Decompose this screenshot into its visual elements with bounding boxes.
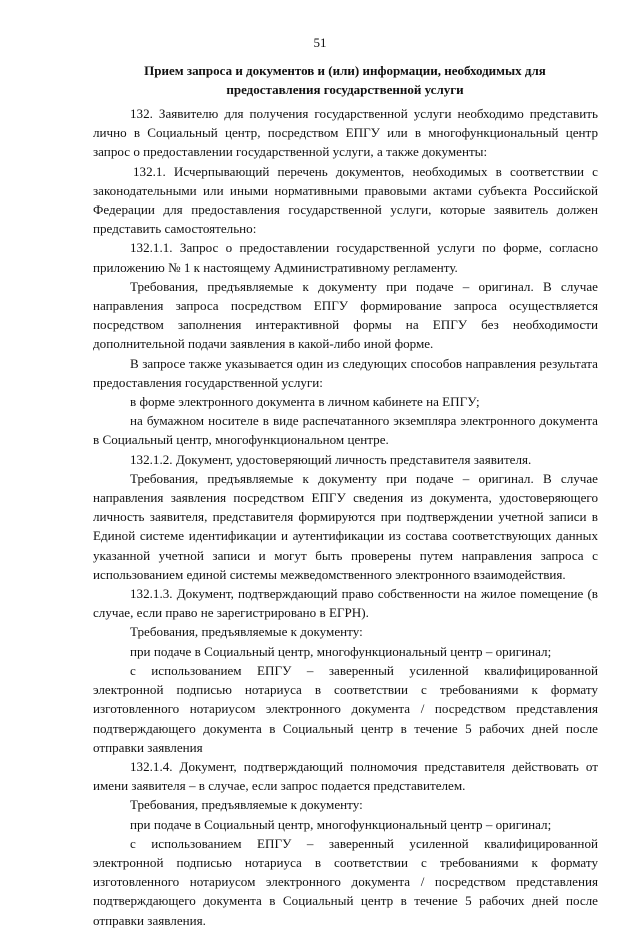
paragraph-requirements-identity: Требования, предъявляемые к документу при подаче – оригинал. В случае направления заявления посредством ЕПГУ сведения из документа, удостоверяющего личность заявителя, представителя формируются при подтверждении учетной записи в Единой системе идентификации и аутентификации из состава соответствующих данных указанной учетной записи и могут быть проверены путем направления запроса с использованием единой системы межведомственного электронного взаимодействия. bbox=[93, 470, 598, 582]
paragraph-result-methods: В запросе также указывается один из следующих способов направления результата предоставления государственной услуги: bbox=[93, 355, 598, 390]
paragraph-132: 132. Заявителю для получения государственной услуги необходимо представить лично в Социальный центр, посредством ЕПГУ или в многофункциональный центр запрос о предоставлении государственной услуги, а также документы: bbox=[93, 106, 598, 160]
paragraph-paper-form: на бумажном носителе в виде распечатанного экземпляра электронного документа в Социальный центр, многофункциональном центре. bbox=[93, 413, 598, 448]
page-number: 51 bbox=[313, 35, 327, 50]
paragraph-132-1-1: 132.1.1. Запрос о предоставлении государственной услуги по форме, согласно приложению № 1 к настоящему Административному регламенту. bbox=[93, 240, 598, 275]
paragraph-132-1-3: 132.1.3. Документ, подтверждающий право собственности на жилое помещение (в случае, если право не зарегистрировано в ЕГРН). bbox=[93, 586, 598, 621]
paragraph-electronic-form: в форме электронного документа в личном кабинете на ЕПГУ; bbox=[130, 394, 480, 410]
paragraph-132-1-2: 132.1.2. Документ, удостоверяющий личность представителя заявителя. bbox=[130, 451, 532, 467]
paragraph-epgu-1: с использованием ЕПГУ – заверенный усиленной квалифицированной электронной подписью нотариуса в соответствии с требованиями к формату изготовленного нотариусом электронного документа / посредством представления подтверждающего документа в Социальный центр в течение 5 рабочих дней после отправки заявления bbox=[93, 662, 598, 755]
heading-line-2: предоставления государственной услуги bbox=[226, 82, 464, 97]
paragraph-132-1: 132.1. Исчерпывающий перечень документов, необходимых в соответствии с законодательными или иными нормативными правовыми актами субъекта Российской Федерации для предоставления государственной услуги, которые заявитель должен представить самостоятельно: bbox=[93, 163, 598, 237]
paragraph-original-1: при подаче в Социальный центр, многофункциональный центр – оригинал; bbox=[130, 643, 552, 659]
document-body bbox=[93, 104, 598, 930]
paragraph-requirements: Требования, предъявляемые к документу при подаче – оригинал. В случае направления запроса посредством ЕПГУ формирование запроса осуществляется посредством заполнения интерактивной формы на ЕПГУ без необходимости дополнительной подачи заявления в какой-либо иной форме. bbox=[93, 278, 598, 352]
paragraph-requirements-header-1: Требования, предъявляемые к документу: bbox=[130, 624, 363, 640]
paragraph-132-1-4: 132.1.4. Документ, подтверждающий полномочия представителя действовать от имени заявителя – в случае, если запрос подается представителем. bbox=[93, 758, 598, 794]
paragraph-original-2: при подаче в Социальный центр, многофункциональный центр – оригинал; bbox=[130, 816, 552, 832]
section-heading bbox=[100, 61, 590, 99]
heading-line-1: Прием запроса и документов и (или) информации, необходимых для bbox=[144, 63, 546, 78]
paragraph-requirements-header-2: Требования, предъявляемые к документу: bbox=[130, 797, 363, 813]
paragraph-epgu-2: с использованием ЕПГУ – заверенный усиленной квалифицированной электронной подписью нотариуса в соответствии с требованиями к формату изготовленного нотариусом электронного документа / посредством представления подтверждающего документа в Социальный центр в течение 5 рабочих дней после отправки заявления. bbox=[93, 835, 598, 928]
